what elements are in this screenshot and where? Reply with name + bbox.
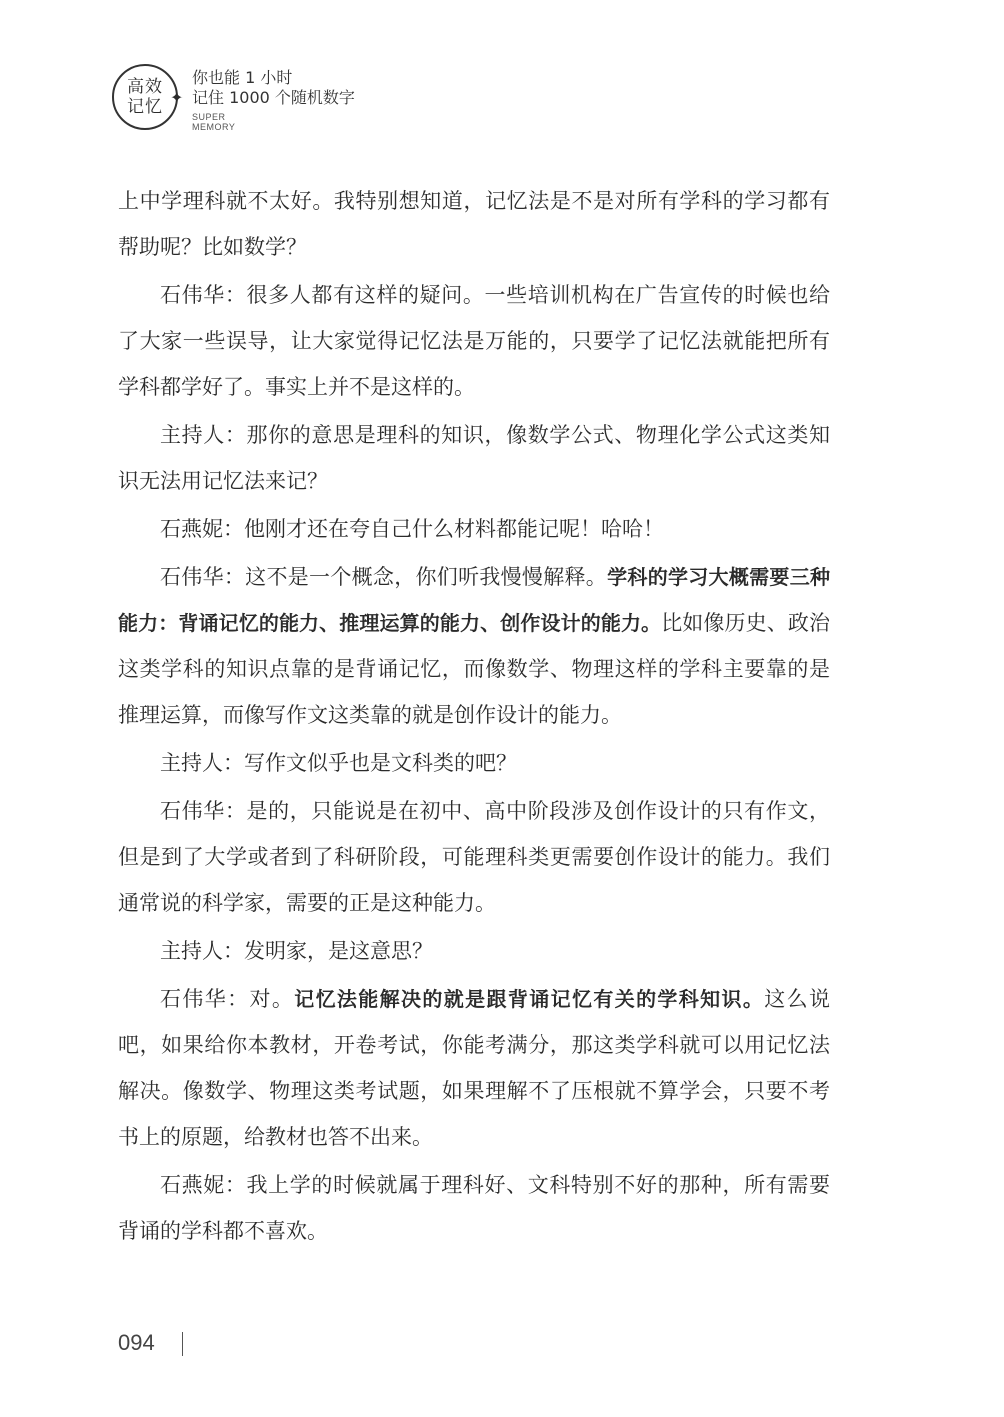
paragraph-9-lead: 石伟华：对。: [160, 987, 295, 1011]
paragraph-7: 石伟华：是的，只能说是在初中、高中阶段涉及创作设计的只有作文，但是到了大学或者到了科研阶段，可能理科类更需要创作设计的能力。我们通常说的科学家，需要的正是这种能力。: [118, 799, 830, 915]
logo-line-1: 高效: [127, 77, 163, 97]
paragraph-6: 主持人：写作文似乎也是文科类的吧？: [160, 751, 517, 775]
paragraph-1: 上中学理科就不太好。我特别想知道，记忆法是不是对所有学科的学习都有帮助呢？比如数学？: [118, 189, 830, 259]
book-logo: [112, 64, 178, 130]
paragraph-9-emphasis: 记忆法能解决的就是跟背诵记忆有关的学科知识。: [294, 987, 765, 1011]
logo-text: [127, 77, 163, 117]
running-header: [112, 62, 532, 142]
paragraph-2: 石伟华：很多人都有这样的疑问。一些培训机构在广告宣传的时候也给了大家一些误导，让大家觉得记忆法是万能的，只要学了记忆法就能把所有学科都学好了。事实上并不是这样的。: [118, 283, 830, 399]
sparkle-icon: ✦: [170, 88, 184, 107]
paragraph-8: 主持人：发明家，是这意思？: [160, 939, 433, 963]
subtitle-line-2: 记住 1000 个随机数字: [192, 88, 355, 107]
paragraph-5-lead: 石伟华：这不是一个概念，你们听我慢慢解释。: [160, 565, 608, 589]
paragraph-10: 石燕妮：我上学的时候就属于理科好、文科特别不好的那种，所有需要背诵的学科都不喜欢。: [118, 1173, 830, 1243]
paragraph-9-rest: 这么说吧，如果给你本教材，开卷考试，你能考满分，那这类学科就可以用记忆法解决。像数学、物理这类考试题，如果理解不了压根就不算学会，只要不考书上的原题，给教材也答不出来。: [118, 987, 831, 1149]
paragraph-5-rest: 比如像历史、政治这类学科的知识点靠的是背诵记忆，而像数学、物理这样的学科主要靠的是推理运算，而像写作文这类靠的就是创作设计的能力。: [118, 611, 831, 727]
english-line-1: SUPER: [192, 112, 226, 122]
footer-divider: [182, 1332, 183, 1356]
subtitle-line-1: 你也能 1 小时: [192, 68, 293, 87]
logo-line-2: 记忆: [127, 97, 163, 117]
book-subtitle: [192, 68, 355, 108]
paragraph-5-emphasis: 学科的学习大概需要三种能力：背诵记忆的能力、推理运算的能力、创作设计的能力。: [118, 565, 831, 635]
paragraph-9: [118, 976, 830, 1160]
body-text: [118, 178, 830, 1256]
english-title: [192, 112, 235, 132]
paragraph-5: [118, 554, 830, 738]
page-footer: [118, 1326, 155, 1360]
page-number: 094: [118, 1330, 155, 1355]
paragraph-4: 石燕妮：他刚才还在夸自己什么材料都能记呢！哈哈！: [160, 517, 664, 541]
paragraph-3: 主持人：那你的意思是理科的知识，像数学公式、物理化学公式这类知识无法用记忆法来记？: [118, 423, 830, 493]
english-line-2: MEMORY: [192, 122, 236, 132]
